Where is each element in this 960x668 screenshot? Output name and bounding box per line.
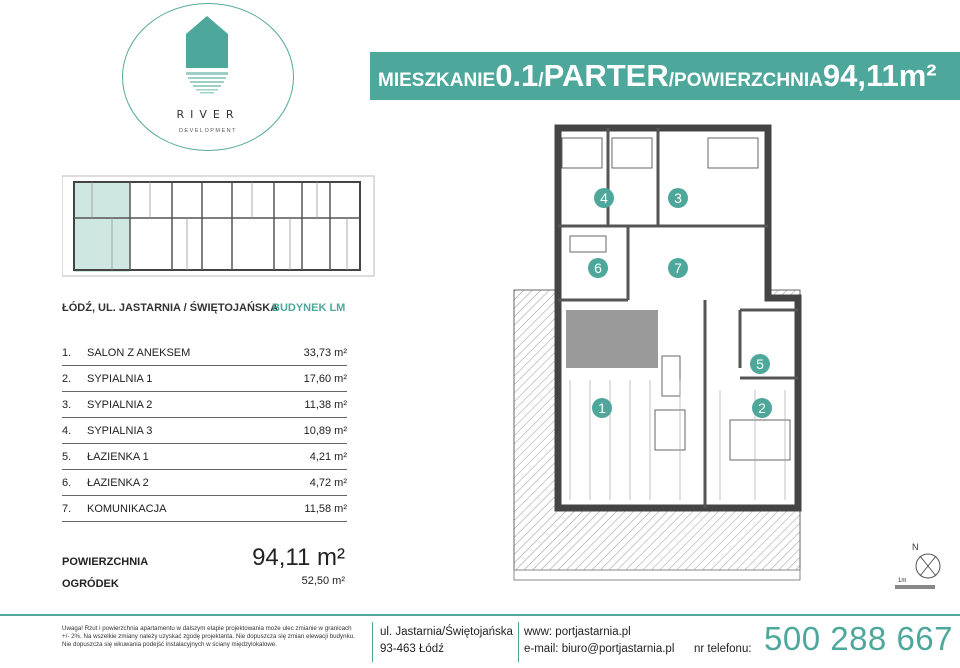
building-label: BUDYNEK LM bbox=[272, 302, 346, 314]
svg-text:1: 1 bbox=[598, 400, 606, 416]
room-area: 11,38 m² bbox=[304, 399, 347, 411]
room-number: 4. bbox=[62, 425, 72, 437]
svg-text:4: 4 bbox=[600, 190, 608, 206]
room-number: 3. bbox=[62, 399, 72, 411]
room-badge-2 bbox=[752, 398, 772, 418]
room-name: SYPIALNIA 2 bbox=[87, 399, 153, 411]
address: ŁÓDŹ, UL. JASTARNIA / ŚWIĘTOJAŃSKA bbox=[62, 302, 279, 314]
room-name: SALON Z ANEKSEM bbox=[87, 347, 191, 359]
svg-text:1m: 1m bbox=[898, 578, 907, 584]
footer-web-link[interactable]: www: portjastarnia.pl bbox=[524, 626, 631, 638]
svg-text:N: N bbox=[912, 542, 919, 552]
svg-text:6: 6 bbox=[594, 260, 602, 276]
garden-label: OGRÓDEK bbox=[62, 578, 119, 590]
header-floor: PARTER bbox=[543, 58, 669, 93]
garden-value: 52,50 m² bbox=[301, 575, 345, 587]
room-badge-6 bbox=[588, 258, 608, 278]
list-item bbox=[62, 418, 347, 444]
room-name: SYPIALNIA 1 bbox=[87, 373, 153, 385]
list-item bbox=[62, 340, 347, 366]
header-prefix: MIESZKANIE bbox=[378, 70, 496, 91]
room-area: 17,60 m² bbox=[303, 373, 347, 385]
logo-word: RIVER bbox=[176, 108, 240, 121]
header-sep: / bbox=[668, 70, 675, 91]
floor-plan bbox=[500, 110, 950, 600]
total-area-label: POWIERZCHNIA bbox=[62, 556, 149, 568]
svg-text:5: 5 bbox=[756, 356, 764, 372]
room-area: 11,58 m² bbox=[304, 503, 347, 515]
list-item bbox=[62, 496, 347, 522]
svg-text:7: 7 bbox=[674, 260, 682, 276]
room-badge-7 bbox=[668, 258, 688, 278]
room-number: 2. bbox=[62, 373, 72, 385]
room-area: 10,89 m² bbox=[303, 425, 347, 437]
list-item bbox=[62, 366, 347, 392]
footer-city: 93-463 Łódź bbox=[380, 643, 444, 655]
room-area: 4,21 m² bbox=[309, 451, 347, 463]
compass-icon bbox=[912, 542, 940, 578]
list-item bbox=[62, 392, 347, 418]
phone-number[interactable]: 500 288 667 bbox=[764, 620, 954, 657]
room-name: SYPIALNIA 3 bbox=[87, 425, 153, 437]
building-key-plan bbox=[62, 168, 380, 292]
phone-label: nr telefonu: bbox=[694, 643, 752, 655]
room-badge-5 bbox=[750, 354, 770, 374]
logo-subtitle: DEVELOPMENT bbox=[178, 128, 238, 134]
room-list bbox=[62, 340, 347, 522]
header-number: 0.1 bbox=[495, 58, 539, 93]
river-logo bbox=[122, 3, 294, 151]
header-area-value: 94,11m² bbox=[822, 58, 937, 93]
room-name: ŁAZIENKA 1 bbox=[87, 451, 149, 463]
room-number: 5. bbox=[62, 451, 72, 463]
room-name: KOMUNIKACJA bbox=[87, 503, 167, 515]
room-area: 33,73 m² bbox=[303, 347, 347, 359]
list-item bbox=[62, 470, 347, 496]
room-number: 6. bbox=[62, 477, 72, 489]
room-area: 4,72 m² bbox=[309, 477, 347, 489]
room-name: ŁAZIENKA 2 bbox=[87, 477, 149, 489]
footer-separator bbox=[518, 622, 519, 662]
room-badge-1 bbox=[592, 398, 612, 418]
scale-bar bbox=[895, 578, 935, 589]
footer-divider bbox=[0, 614, 960, 616]
footer-separator bbox=[372, 622, 373, 662]
header-area-label: POWIERZCHNIA bbox=[674, 70, 823, 91]
apartment-header bbox=[370, 52, 960, 100]
total-area-value: 94,11 m² bbox=[252, 544, 345, 571]
svg-text:2: 2 bbox=[758, 400, 766, 416]
room-badge-4 bbox=[594, 188, 614, 208]
header-sep: / bbox=[538, 70, 544, 91]
footer-email-link[interactable]: e-mail: biuro@portjastarnia.pl bbox=[524, 643, 675, 655]
footer-street: ul. Jastarnia/Świętojańska bbox=[380, 626, 513, 638]
room-number: 7. bbox=[62, 503, 72, 515]
room-number: 1. bbox=[62, 347, 72, 359]
list-item bbox=[62, 444, 347, 470]
room-badge-3 bbox=[668, 188, 688, 208]
disclaimer-note: Uwaga! Rzut i powierzchnia apartamentu w dalszym etapie projektowania może ulec zmianie w granicach +/- 2%. Na wszelkie zmiany należy uzyskać zgodę projektanta. Nie dopuszcza się zmian elewacji budynku. Nie dopuszcza się wkuwania podejść instalacyjnych w ściany międzylokalowe. bbox=[62, 625, 355, 648]
svg-text:3: 3 bbox=[674, 190, 682, 206]
